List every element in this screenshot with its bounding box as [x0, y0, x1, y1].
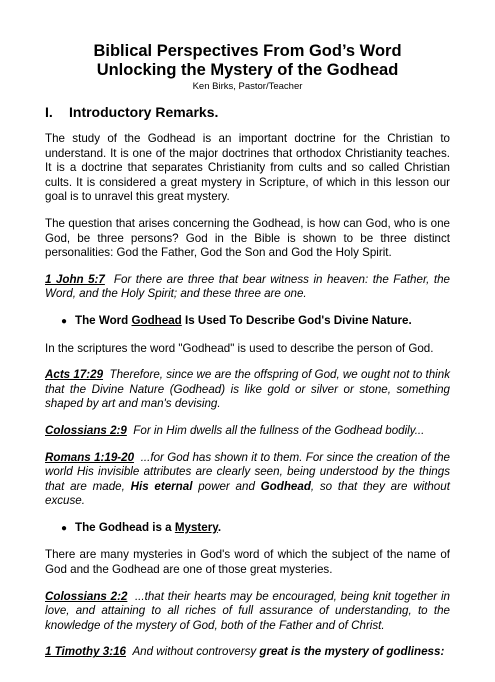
- verse-reference: 1 Timothy 3:16: [45, 645, 126, 659]
- verse-reference: Romans 1:19-20: [45, 450, 135, 464]
- paragraph-intro: The study of the Godhead is an important doctrine for the Christian to understand. It is one of the major doctrines that orthodox Christianity teaches. It is a doctrine that separates Christianity from cults and so called Christian cults. It is considered a great mystery in Scripture, of which in this lesson our goal is to unravel this great mystery.: [45, 132, 450, 204]
- paragraph-godhead-word: In the scriptures the word "Godhead" is used to describe the person of God.: [45, 341, 434, 355]
- verse-colossians-2-2: [45, 590, 450, 634]
- verse-text: , so that they are without excuse.: [45, 479, 450, 508]
- verse-text: ...that their hearts may be encouraged, being knit together in love, and attaining to all riches of full assurance of understanding, to the knowledge of the mystery of God, both of the Father and of Christ.: [45, 589, 450, 632]
- verse-reference: Colossians 2:2: [45, 589, 128, 603]
- verse-reference: 1 John 5:7: [45, 272, 105, 286]
- bullet-dot-icon: ●: [61, 315, 68, 327]
- verse-emphasis: His eternal: [130, 479, 193, 493]
- author-byline: Ken Birks, Pastor/Teacher: [192, 81, 303, 92]
- bullet-godhead-mystery: [45, 521, 450, 537]
- verse-text: power and: [198, 479, 255, 493]
- bullet-text: .: [217, 520, 222, 534]
- verse-text: For in Him dwells all the fullness of the Godhead bodily...: [133, 423, 425, 437]
- bullet-dot-icon: ●: [61, 522, 68, 534]
- verse-emphasis: great is the mystery of godliness:: [259, 645, 445, 659]
- verse-reference: Colossians 2:9: [45, 423, 127, 437]
- bullet-underlined-word: Mystery: [174, 520, 218, 534]
- verse-reference: Acts 17:29: [45, 368, 104, 382]
- section-title: Introductory Remarks.: [69, 104, 219, 120]
- verse-acts-17-29: [45, 368, 450, 412]
- paragraph-mysteries: There are many mysteries in God's word of which the subject of the name of God and the Godhead are one of those great mysteries.: [45, 548, 450, 577]
- bullet-godhead-divine-nature: [45, 314, 450, 330]
- verse-romans-1-19-20: [45, 451, 450, 509]
- verse-text: For there are three that bear witness in heaven: the Father, the Word, and the Holy Spirit; and these three are one.: [45, 272, 450, 301]
- bullet-text: The Godhead is a: [75, 520, 172, 534]
- verse-1-john-5-7: [45, 273, 450, 302]
- verse-1-timothy-3-16: [45, 645, 450, 660]
- section-heading: [45, 104, 450, 121]
- verse-emphasis: Godhead: [260, 479, 311, 493]
- bullet-text: The Word: [75, 313, 129, 327]
- document-title-line1: Biblical Perspectives From God’s Word: [93, 42, 402, 60]
- bullet-underlined-word: Godhead: [131, 313, 182, 327]
- section-number: I.: [45, 104, 53, 120]
- verse-text: And without controversy: [132, 645, 257, 659]
- document-title-line2: Unlocking the Mystery of the Godhead: [96, 61, 399, 79]
- paragraph-question: The question that arises concerning the Godhead, is how can God, who is one God, be three persons? God in the Bible is shown to be three distinct personalities: God the Father, God the Son and God the Holy Spirit.: [45, 216, 450, 260]
- verse-text: ...for God has shown it to them. For since the creation of the world His invisible attributes are clearly seen, being understood by the things that are made,: [45, 450, 450, 493]
- verse-colossians-2-9: [45, 424, 450, 439]
- verse-text: Therefore, since we are the offspring of God, we ought not to think that the Divine Nature (Godhead) is like gold or silver or stone, something shaped by art and man's devising.: [45, 368, 450, 411]
- bullet-text: Is Used To Describe God's Divine Nature.: [184, 313, 412, 327]
- document-page: [0, 42, 495, 682]
